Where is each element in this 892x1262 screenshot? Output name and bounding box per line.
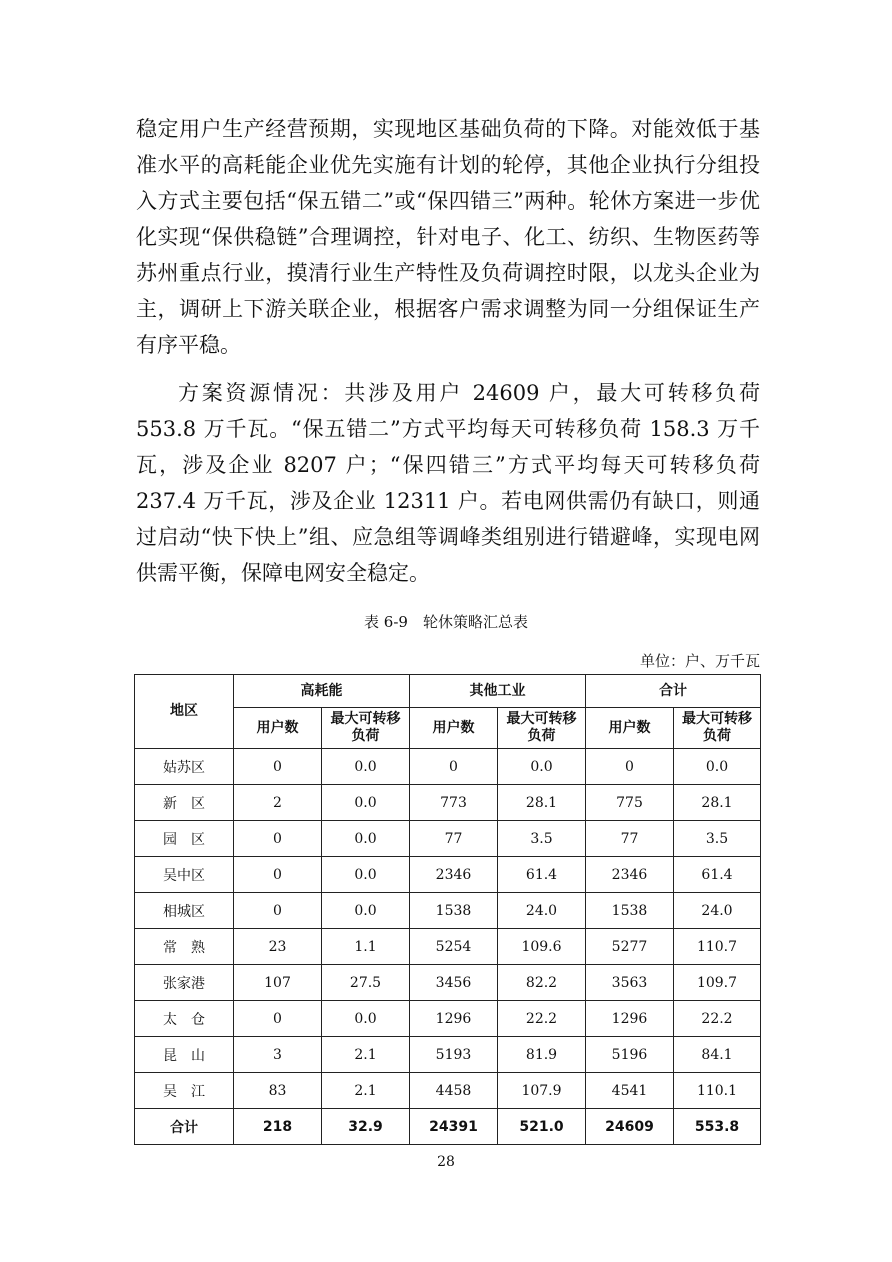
high-energy-load-cell: 2.1	[322, 1037, 410, 1073]
table-row	[135, 749, 761, 785]
region-cell: 新 区	[135, 785, 234, 821]
total-users-cell: 775	[586, 785, 674, 821]
other-load-cell: 61.4	[498, 857, 586, 893]
high-energy-users-cell: 107	[234, 965, 322, 1001]
total-high-energy-load-cell: 32.9	[322, 1109, 410, 1145]
other-users-cell: 4458	[410, 1073, 498, 1109]
other-load-cell: 109.6	[498, 929, 586, 965]
total-other-users-cell: 24391	[410, 1109, 498, 1145]
total-users-cell: 3563	[586, 965, 674, 1001]
high-energy-users-cell: 2	[234, 785, 322, 821]
total-load-cell: 28.1	[674, 785, 761, 821]
other-load-cell: 24.0	[498, 893, 586, 929]
other-load-cell: 22.2	[498, 1001, 586, 1037]
other-load-cell: 28.1	[498, 785, 586, 821]
high-energy-users-cell: 0	[234, 1001, 322, 1037]
region-cell: 园 区	[135, 821, 234, 857]
other-users-cell: 5193	[410, 1037, 498, 1073]
paragraph-text: 方案资源情况：共涉及用户 24609 户，最大可转移负荷 553.8 万千瓦。“保五错二”方式平均每天可转移负荷 158.3 万千瓦，涉及企业 8207 户；“保四错三”方式平均每天可转移负荷 237.4 万千瓦，涉及企业 12311 户。若电网供需仍有缺口，则通过启动“快下快上”组、应急组等调峰类组别进行错避峰，实现电网供需平衡，保障电网安全稳定。	[136, 381, 760, 585]
total-load-cell: 110.7	[674, 929, 761, 965]
other-users-cell: 0	[410, 749, 498, 785]
sub-header: 最大可转移负荷	[322, 708, 410, 749]
region-cell: 姑苏区	[135, 749, 234, 785]
total-region-cell: 合计	[135, 1109, 234, 1145]
total-users-cell: 0	[586, 749, 674, 785]
paragraph-text: 稳定用户生产经营预期，实现地区基础负荷的下降。对能效低于基准水平的高耗能企业优先实施有计划的轮停，其他企业执行分组投入方式主要包括“保五错二”或“保四错三”两种。轮休方案进一步优化实现“保供稳链”合理调控，针对电子、化工、纺织、生物医药等苏州重点行业，摸清行业生产特性及负荷调控时限，以龙头企业为主，调研上下游关联企业，根据客户需求调整为同一分组保证生产有序平稳。	[136, 117, 760, 357]
total-load-cell: 0.0	[674, 749, 761, 785]
total-load-cell: 61.4	[674, 857, 761, 893]
other-users-cell: 2346	[410, 857, 498, 893]
other-users-cell: 5254	[410, 929, 498, 965]
region-cell: 吴 江	[135, 1073, 234, 1109]
other-users-cell: 1296	[410, 1001, 498, 1037]
high-energy-users-cell: 3	[234, 1037, 322, 1073]
sub-header: 最大可转移负荷	[674, 708, 761, 749]
high-energy-users-cell: 0	[234, 893, 322, 929]
high-energy-load-cell: 0.0	[322, 893, 410, 929]
total-load-cell: 84.1	[674, 1037, 761, 1073]
high-energy-load-cell: 0.0	[322, 1001, 410, 1037]
high-energy-users-cell: 0	[234, 857, 322, 893]
page-number: 28	[437, 1154, 455, 1170]
region-cell: 昆 山	[135, 1037, 234, 1073]
sub-header: 用户数	[410, 708, 498, 749]
total-load-cell: 109.7	[674, 965, 761, 1001]
total-users-cell: 4541	[586, 1073, 674, 1109]
sub-header: 用户数	[234, 708, 322, 749]
total-users-cell: 5196	[586, 1037, 674, 1073]
sub-header: 最大可转移负荷	[498, 708, 586, 749]
total-load-cell: 22.2	[674, 1001, 761, 1037]
other-load-cell: 82.2	[498, 965, 586, 1001]
table-row	[135, 1001, 761, 1037]
region-cell: 常 熟	[135, 929, 234, 965]
table-caption: 表 6-9 轮休策略汇总表	[364, 613, 528, 631]
region-cell: 吴中区	[135, 857, 234, 893]
region-cell: 太 仓	[135, 1001, 234, 1037]
total-load-cell: 24.0	[674, 893, 761, 929]
total-users-cell: 1296	[586, 1001, 674, 1037]
total-users-cell: 5277	[586, 929, 674, 965]
total-total-users-cell: 24609	[586, 1109, 674, 1145]
region-header: 地区	[135, 675, 234, 749]
body-paragraph-1	[136, 111, 760, 363]
other-load-cell: 107.9	[498, 1073, 586, 1109]
total-high-energy-users-cell: 218	[234, 1109, 322, 1145]
high-energy-load-cell: 2.1	[322, 1073, 410, 1109]
total-other-load-cell: 521.0	[498, 1109, 586, 1145]
total-load-cell: 110.1	[674, 1073, 761, 1109]
table-header-row	[135, 675, 761, 708]
summary-table	[134, 674, 761, 1145]
other-load-cell: 0.0	[498, 749, 586, 785]
table-row	[135, 821, 761, 857]
body-paragraph-2	[136, 375, 760, 591]
table-row	[135, 965, 761, 1001]
total-load-cell: 3.5	[674, 821, 761, 857]
total-users-cell: 1538	[586, 893, 674, 929]
region-cell: 相城区	[135, 893, 234, 929]
table-row	[135, 1037, 761, 1073]
group-header-total: 合计	[586, 675, 761, 708]
high-energy-users-cell: 83	[234, 1073, 322, 1109]
high-energy-users-cell: 23	[234, 929, 322, 965]
total-users-cell: 77	[586, 821, 674, 857]
region-cell: 张家港	[135, 965, 234, 1001]
other-users-cell: 1538	[410, 893, 498, 929]
high-energy-users-cell: 0	[234, 749, 322, 785]
table-total-row	[135, 1109, 761, 1145]
table-row	[135, 785, 761, 821]
table-row	[135, 1073, 761, 1109]
total-total-load-cell: 553.8	[674, 1109, 761, 1145]
group-header-high-energy: 高耗能	[234, 675, 410, 708]
sub-header: 用户数	[586, 708, 674, 749]
table-row	[135, 857, 761, 893]
table-row	[135, 893, 761, 929]
group-header-other-industry: 其他工业	[410, 675, 586, 708]
high-energy-load-cell: 0.0	[322, 749, 410, 785]
table-row	[135, 929, 761, 965]
total-users-cell: 2346	[586, 857, 674, 893]
high-energy-load-cell: 0.0	[322, 857, 410, 893]
other-users-cell: 773	[410, 785, 498, 821]
other-load-cell: 3.5	[498, 821, 586, 857]
other-users-cell: 3456	[410, 965, 498, 1001]
high-energy-users-cell: 0	[234, 821, 322, 857]
other-load-cell: 81.9	[498, 1037, 586, 1073]
table-unit: 单位：户、万千瓦	[639, 652, 760, 670]
high-energy-load-cell: 1.1	[322, 929, 410, 965]
other-users-cell: 77	[410, 821, 498, 857]
high-energy-load-cell: 0.0	[322, 821, 410, 857]
high-energy-load-cell: 27.5	[322, 965, 410, 1001]
high-energy-load-cell: 0.0	[322, 785, 410, 821]
